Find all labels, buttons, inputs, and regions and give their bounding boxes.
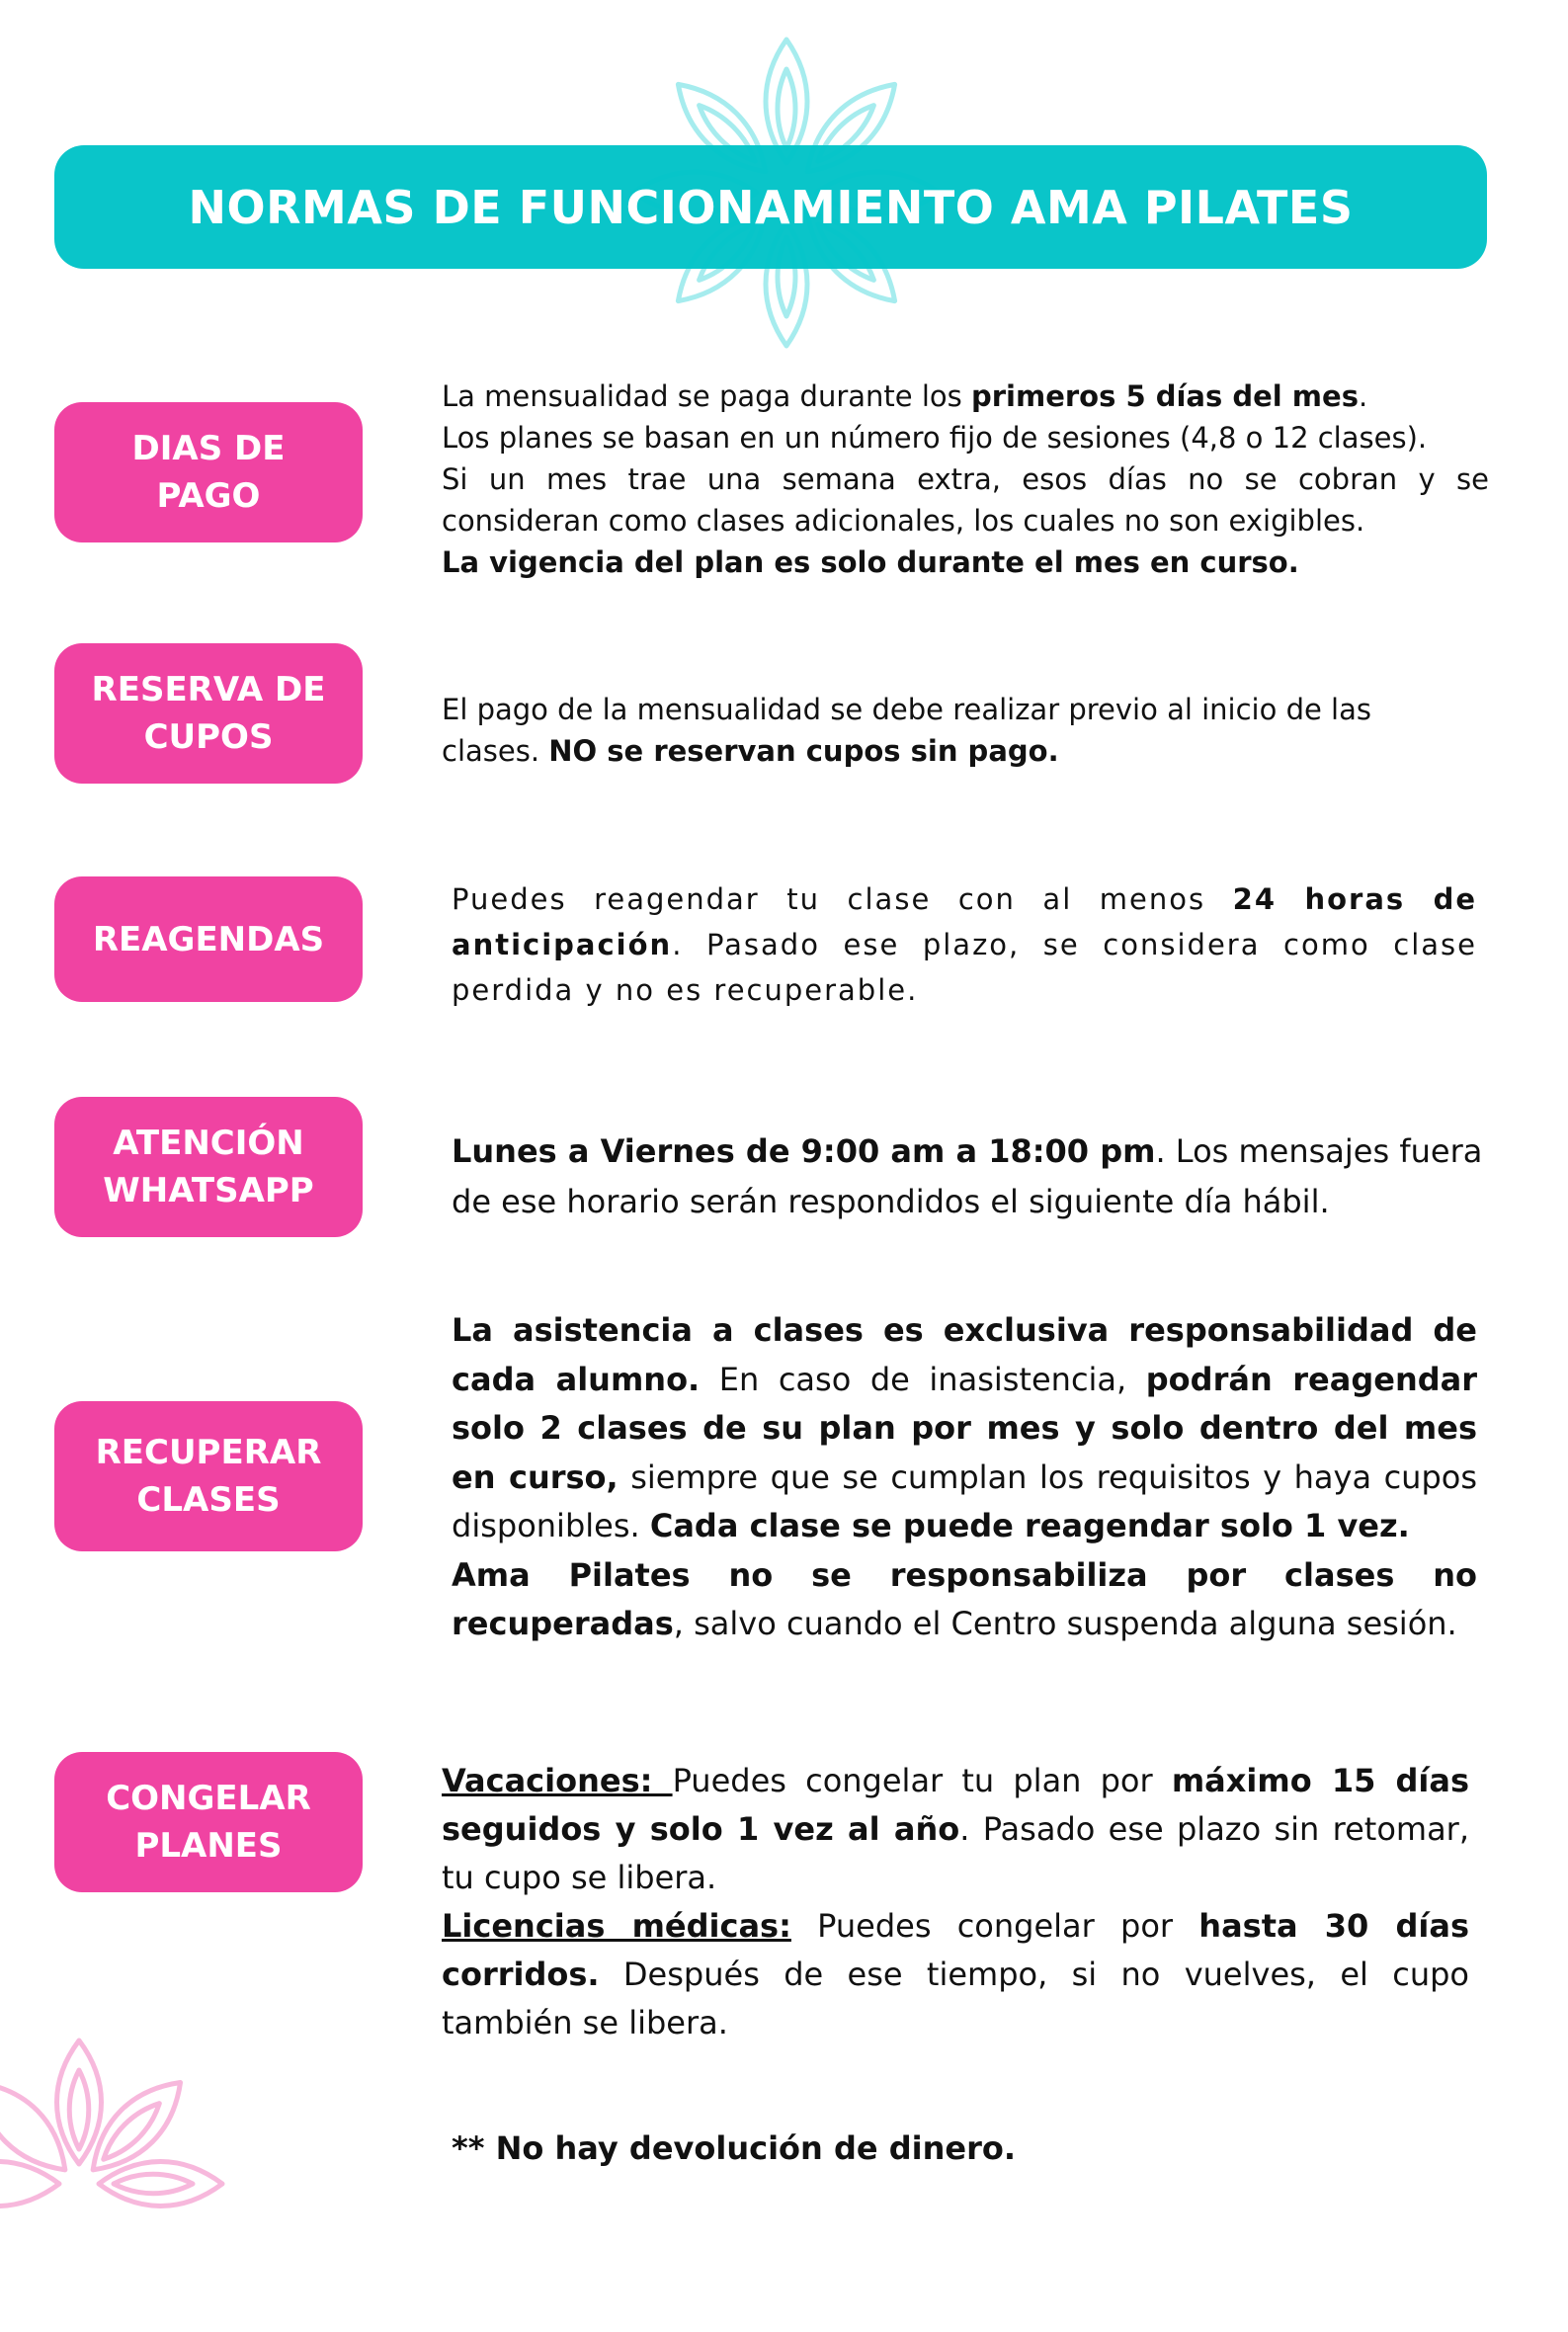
- text-dias-de-pago: [442, 375, 1489, 583]
- paragraph: [452, 1126, 1489, 1227]
- bold-text: La vigencia del plan es solo durante el mes en curso.: [442, 545, 1299, 579]
- text-run: , salvo cuando el Centro suspenda alguna sesión.: [673, 1605, 1457, 1642]
- label-line: RESERVA DE: [91, 670, 326, 709]
- bold-text: NO se reservan cupos sin pago.: [548, 734, 1059, 768]
- text-run: Puedes reagendar tu clase con al menos: [452, 882, 1233, 916]
- paragraph: [442, 541, 1489, 583]
- label-line: CUPOS: [143, 717, 274, 757]
- label-atencion-whatsapp: [54, 1097, 363, 1237]
- text-run: . Los mensajes fuera de ese horario serán respondidos el siguiente día hábil.: [452, 1132, 1483, 1220]
- bold-text: Cada clase se puede reagendar solo 1 vez.: [649, 1507, 1410, 1544]
- label-dias-de-pago: [54, 402, 363, 542]
- text-atencion-whatsapp: [452, 1126, 1489, 1227]
- paragraph: Los planes se basan en un número fijo de sesiones (4,8 o 12 clases).: [442, 421, 1428, 455]
- header-banner: [54, 145, 1487, 269]
- text-run: . Pasado ese plazo, se considera como clase perdida y no es recuperable.: [452, 928, 1477, 1007]
- label-line: RECUPERAR: [95, 1433, 322, 1472]
- label-line: PLANES: [134, 1826, 283, 1866]
- label-line: PAGO: [156, 476, 261, 516]
- paragraph: [442, 689, 1430, 772]
- text-run: siempre que se cumplan los requisitos y haya cupos disponibles.: [452, 1458, 1478, 1544]
- lotus-flower-icon: [0, 2036, 237, 2332]
- bold-text: La asistencia a clases es exclusiva responsabilidad de cada alumno.: [452, 1311, 1477, 1398]
- paragraph: [452, 876, 1477, 1013]
- text-run: La mensualidad se paga durante los: [442, 379, 971, 413]
- text-run: . Pasado ese plazo sin retomar, tu cupo se libera.: [442, 1810, 1470, 1896]
- label-reagendas: [54, 876, 363, 1002]
- bold-text: Lunes a Viernes de 9:00 am a 18:00 pm: [452, 1132, 1156, 1170]
- bold-text: podrán reagendar solo 2 clases de su plan por mes y solo dentro del mes en curso,: [452, 1360, 1477, 1496]
- underlined-heading: Vacaciones:: [442, 1762, 673, 1799]
- text-congelar-planes: [442, 1757, 1469, 2047]
- text-run: El pago de la mensualidad se debe realizar previo al inicio de las clases.: [442, 693, 1371, 768]
- underlined-heading: Licencias médicas:: [442, 1907, 791, 1945]
- label-line: WHATSAPP: [103, 1171, 314, 1210]
- text-run: .: [1358, 379, 1368, 413]
- text-run: Puedes congelar por: [790, 1907, 1199, 1945]
- paragraph: [442, 375, 1489, 417]
- page-title: NORMAS DE FUNCIONAMIENTO AMA PILATES: [188, 180, 1354, 234]
- label-line: CONGELAR: [106, 1779, 311, 1818]
- text-run: En caso de inasistencia,: [700, 1360, 1146, 1398]
- text-recuperar-clases: [452, 1306, 1477, 1649]
- label-recuperar-clases: [54, 1401, 363, 1551]
- paragraph: [442, 1757, 1469, 1902]
- label-reserva-de-cupos: [54, 643, 363, 784]
- bold-text: máximo 15 días seguidos y solo 1 vez al año: [442, 1762, 1470, 1848]
- text-run: Después de ese tiempo, si no vuelves, el cupo también se libera.: [442, 1956, 1469, 2041]
- label-line: DIAS DE: [131, 429, 286, 468]
- text-reserva-de-cupos: [442, 689, 1430, 772]
- label-congelar-planes: [54, 1752, 363, 1892]
- label-line: CLASES: [136, 1480, 281, 1520]
- label-line: ATENCIÓN: [113, 1124, 304, 1163]
- text-reagendas: [452, 876, 1477, 1013]
- paragraph: [452, 1306, 1477, 1551]
- bold-text: hasta 30 días corridos.: [442, 1907, 1470, 1993]
- paragraph: [442, 1902, 1469, 2047]
- paragraph: Si un mes trae una semana extra, esos días no se cobran y se consideran como clases adicionales, los cuales no son exigibles.: [442, 462, 1489, 538]
- bold-text: Ama Pilates no se responsabiliza por clases no recuperadas: [452, 1555, 1477, 1642]
- text-run: Puedes congelar tu plan por: [672, 1762, 1172, 1799]
- bold-text: 24 horas de anticipación: [452, 882, 1477, 961]
- paragraph: [452, 1551, 1477, 1649]
- bold-text: primeros 5 días del mes: [970, 379, 1359, 413]
- label-line: REAGENDAS: [92, 919, 325, 959]
- footer-note: ** No hay devolución de dinero.: [452, 2129, 1016, 2167]
